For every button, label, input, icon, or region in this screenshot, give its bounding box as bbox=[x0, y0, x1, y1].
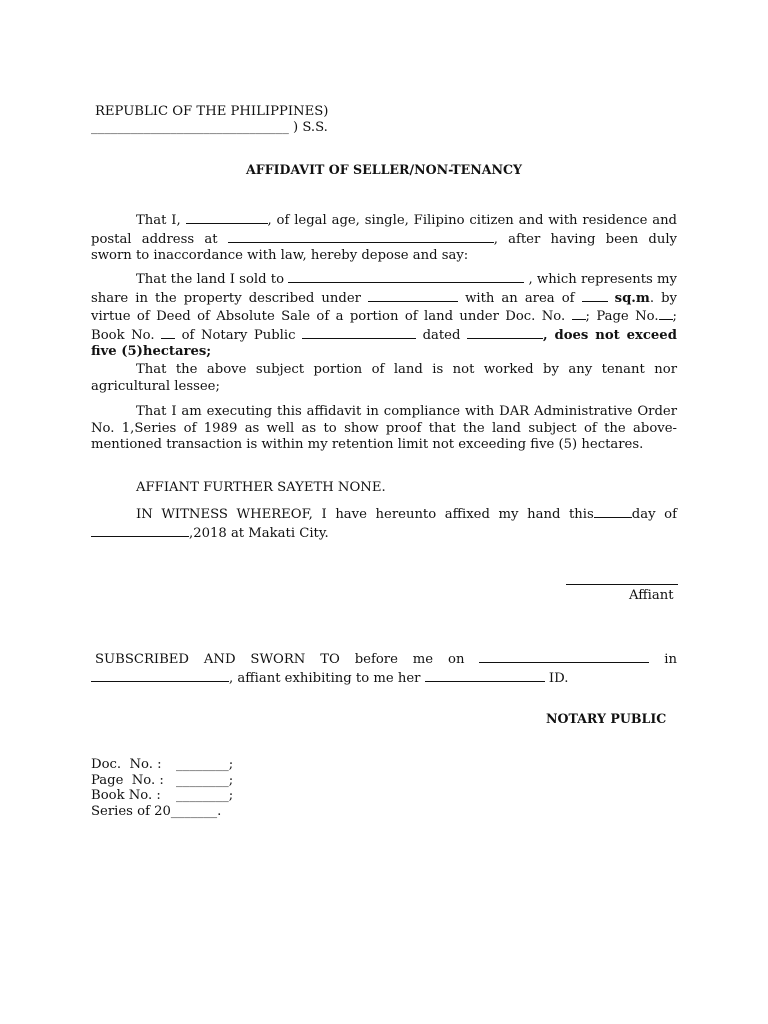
jurat-text-c: , affiant exhibiting to me her bbox=[229, 670, 421, 686]
paragraph-in-witness bbox=[91, 505, 677, 542]
para2-text-b: , which represents my share in the property described under bbox=[91, 272, 677, 306]
jurat-text-b: in bbox=[664, 652, 677, 667]
jurat-text-d: ID. bbox=[548, 670, 569, 686]
notary-field-series bbox=[91, 804, 233, 820]
notarial-register-block bbox=[91, 757, 233, 819]
para1-text-a: That I, bbox=[136, 213, 181, 228]
book-no-value: ________; bbox=[176, 788, 234, 803]
series-value: _______. bbox=[170, 803, 222, 819]
address-blank bbox=[228, 230, 494, 243]
para2-text-c: with an area of bbox=[465, 290, 575, 306]
para2-text-j: , does not exceed five (5)hectares; bbox=[91, 327, 677, 359]
notary-field-doc bbox=[91, 757, 233, 773]
venue-blank: ______________________________ bbox=[91, 120, 289, 135]
doc-no-label: Doc. No. : bbox=[91, 757, 162, 772]
page-no-blank bbox=[659, 307, 673, 320]
affiant-label: Affiant bbox=[629, 588, 674, 603]
sqm-unit: sq.m bbox=[614, 290, 650, 306]
affiant-signature-line bbox=[566, 573, 678, 585]
book-no-label: Book No. : bbox=[91, 788, 161, 803]
para1-text-c: , after having been duly sworn to inaccordance with law, hereby depose and say: bbox=[91, 231, 677, 263]
month-blank bbox=[91, 524, 189, 537]
paragraph-land-description bbox=[91, 270, 677, 361]
area-blank bbox=[582, 289, 608, 302]
para1-text-b: , of legal age, single, Filipino citizen and with residence and postal address at bbox=[91, 213, 677, 247]
para2-text-i: dated bbox=[422, 327, 461, 343]
notary-field-book bbox=[91, 788, 233, 804]
paragraph-sayeth-none: AFFIANT FURTHER SAYETH NONE. bbox=[136, 480, 386, 495]
notary-public-label: NOTARY PUBLIC bbox=[546, 711, 667, 726]
paragraph-dar-compliance: That I am executing this affidavit in compliance with DAR Administrative Order No. 1,Series of 1989 as well as to show proof that the land subject of the above-mentioned transaction is within my retention limit not exceeding five (5) hectares. bbox=[91, 404, 677, 452]
page-no-label: Page No. : bbox=[91, 772, 164, 788]
document-title: AFFIDAVIT OF SELLER/NON-TENANCY bbox=[245, 162, 522, 177]
series-label: Series of 20 bbox=[91, 803, 171, 819]
paragraph-no-tenant: That the above subject portion of land is not worked by any tenant nor agricultural lessee; bbox=[91, 362, 677, 394]
jurat-text-a: SUBSCRIBED AND SWORN TO before me on bbox=[95, 652, 465, 667]
doc-no-value: ________; bbox=[176, 757, 234, 772]
jurat-place-blank bbox=[91, 669, 229, 682]
para6-text-c: ,2018 at Makati City. bbox=[189, 525, 329, 541]
jurat-date-blank bbox=[479, 650, 649, 663]
book-no-blank bbox=[161, 326, 175, 339]
affiant-name-blank bbox=[186, 211, 268, 224]
venue-line bbox=[91, 120, 328, 137]
date-blank bbox=[467, 326, 543, 339]
buyer-name-blank bbox=[288, 270, 524, 283]
ss-label: ) S.S. bbox=[293, 120, 328, 135]
notary-field-page bbox=[91, 773, 233, 789]
jurat-id-blank bbox=[425, 669, 545, 682]
para2-text-g: ; Book No. bbox=[91, 309, 677, 343]
para6-text-a: IN WITNESS WHEREOF, I have hereunto affixed my hand this bbox=[136, 507, 594, 522]
para2-text-a: That the land I sold to bbox=[136, 272, 285, 287]
day-blank bbox=[594, 505, 632, 518]
republic-heading: REPUBLIC OF THE PHILIPPINES) bbox=[95, 104, 329, 119]
doc-no-blank bbox=[572, 307, 586, 320]
para2-text-f: ; Page No. bbox=[585, 309, 659, 324]
para2-text-h: of Notary Public bbox=[181, 327, 296, 343]
para6-text-b: day of bbox=[631, 507, 677, 522]
paragraph-affiant-identity bbox=[91, 211, 677, 265]
property-title-blank bbox=[368, 289, 458, 302]
jurat-paragraph bbox=[91, 650, 677, 687]
page-no-value: ________; bbox=[176, 772, 234, 788]
para2-text-e: . by virtue of Deed of Absolute Sale of a portion of land under Doc. No. bbox=[91, 290, 677, 324]
notary-name-blank bbox=[302, 326, 416, 339]
